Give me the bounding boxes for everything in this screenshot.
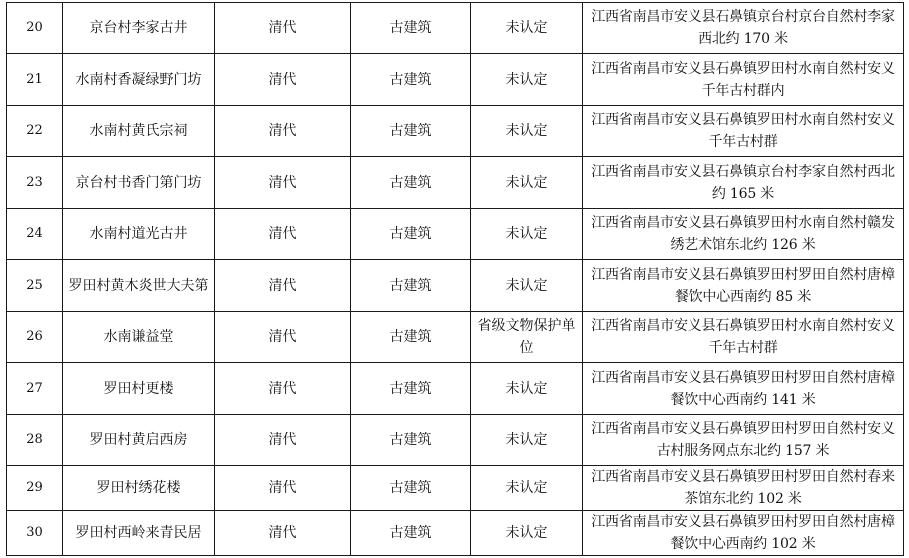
site-name-cell: 罗田村西岭来青民居 — [63, 511, 215, 556]
table-row — [7, 511, 904, 556]
location-cell: 江西省南昌市安义县石鼻镇罗田村罗田自然村唐樟餐饮中心西南约 141 米 — [583, 363, 904, 415]
era-cell: 清代 — [215, 157, 351, 209]
table-row — [7, 415, 904, 466]
era-cell: 清代 — [215, 312, 351, 363]
table-row — [7, 312, 904, 363]
table-row — [7, 260, 904, 312]
era-cell: 清代 — [215, 54, 351, 106]
location-cell: 江西省南昌市安义县石鼻镇罗田村罗田自然村春来茶馆东北约 102 米 — [583, 466, 904, 511]
category-cell: 古建筑 — [351, 106, 471, 157]
category-cell: 古建筑 — [351, 415, 471, 466]
category-cell: 古建筑 — [351, 312, 471, 363]
row-number-cell: 22 — [7, 106, 63, 157]
category-cell: 古建筑 — [351, 54, 471, 106]
protection-level-cell: 未认定 — [471, 363, 583, 415]
heritage-registry-table — [6, 2, 904, 556]
protection-level-cell: 未认定 — [471, 54, 583, 106]
location-cell: 江西省南昌市安义县石鼻镇罗田村水南自然村安义千年古村群内 — [583, 54, 904, 106]
row-number-cell: 20 — [7, 3, 63, 54]
era-cell: 清代 — [215, 511, 351, 556]
location-cell: 江西省南昌市安义县石鼻镇罗田村水南自然村安义千年古村群 — [583, 106, 904, 157]
category-cell: 古建筑 — [351, 511, 471, 556]
protection-level-cell: 未认定 — [471, 415, 583, 466]
site-name-cell: 罗田村绣花楼 — [63, 466, 215, 511]
location-cell: 江西省南昌市安义县石鼻镇京台村京台自然村李家西北约 170 米 — [583, 3, 904, 54]
table-row — [7, 363, 904, 415]
era-cell: 清代 — [215, 209, 351, 260]
category-cell: 古建筑 — [351, 363, 471, 415]
table-row — [7, 466, 904, 511]
row-number-cell: 27 — [7, 363, 63, 415]
site-name-cell: 罗田村更楼 — [63, 363, 215, 415]
table-row — [7, 106, 904, 157]
site-name-cell: 水南村道光古井 — [63, 209, 215, 260]
category-cell: 古建筑 — [351, 260, 471, 312]
table-row — [7, 54, 904, 106]
era-cell: 清代 — [215, 363, 351, 415]
era-cell: 清代 — [215, 415, 351, 466]
protection-level-cell: 未认定 — [471, 466, 583, 511]
protection-level-cell: 未认定 — [471, 209, 583, 260]
site-name-cell: 水南村黄氏宗祠 — [63, 106, 215, 157]
table-body — [7, 3, 904, 556]
table-row — [7, 157, 904, 209]
table-row — [7, 3, 904, 54]
location-cell: 江西省南昌市安义县石鼻镇罗田村罗田自然村唐樟餐饮中心西南约 102 米 — [583, 511, 904, 556]
category-cell: 古建筑 — [351, 209, 471, 260]
row-number-cell: 26 — [7, 312, 63, 363]
protection-level-cell: 未认定 — [471, 260, 583, 312]
protection-level-cell: 省级文物保护单位 — [471, 312, 583, 363]
site-name-cell: 京台村李家古井 — [63, 3, 215, 54]
location-cell: 江西省南昌市安义县石鼻镇罗田村水南自然村安义千年古村群 — [583, 312, 904, 363]
row-number-cell: 24 — [7, 209, 63, 260]
site-name-cell: 水南谦益堂 — [63, 312, 215, 363]
site-name-cell: 水南村香凝绿野门坊 — [63, 54, 215, 106]
protection-level-cell: 未认定 — [471, 157, 583, 209]
category-cell: 古建筑 — [351, 157, 471, 209]
protection-level-cell: 未认定 — [471, 511, 583, 556]
site-name-cell: 罗田村黄启西房 — [63, 415, 215, 466]
protection-level-cell: 未认定 — [471, 106, 583, 157]
era-cell: 清代 — [215, 466, 351, 511]
category-cell: 古建筑 — [351, 3, 471, 54]
row-number-cell: 29 — [7, 466, 63, 511]
category-cell: 古建筑 — [351, 466, 471, 511]
protection-level-cell: 未认定 — [471, 3, 583, 54]
location-cell: 江西省南昌市安义县石鼻镇京台村李家自然村西北约 165 米 — [583, 157, 904, 209]
row-number-cell: 30 — [7, 511, 63, 556]
row-number-cell: 23 — [7, 157, 63, 209]
era-cell: 清代 — [215, 260, 351, 312]
site-name-cell: 京台村书香门第门坊 — [63, 157, 215, 209]
table-row — [7, 209, 904, 260]
location-cell: 江西省南昌市安义县石鼻镇罗田村水南自然村赣发绣艺术馆东北约 126 米 — [583, 209, 904, 260]
row-number-cell: 28 — [7, 415, 63, 466]
location-cell: 江西省南昌市安义县石鼻镇罗田村罗田自然村安义古村服务网点东北约 157 米 — [583, 415, 904, 466]
era-cell: 清代 — [215, 3, 351, 54]
location-cell: 江西省南昌市安义县石鼻镇罗田村罗田自然村唐樟餐饮中心西南约 85 米 — [583, 260, 904, 312]
site-name-cell: 罗田村黄木炎世大夫第 — [63, 260, 215, 312]
row-number-cell: 21 — [7, 54, 63, 106]
era-cell: 清代 — [215, 106, 351, 157]
row-number-cell: 25 — [7, 260, 63, 312]
